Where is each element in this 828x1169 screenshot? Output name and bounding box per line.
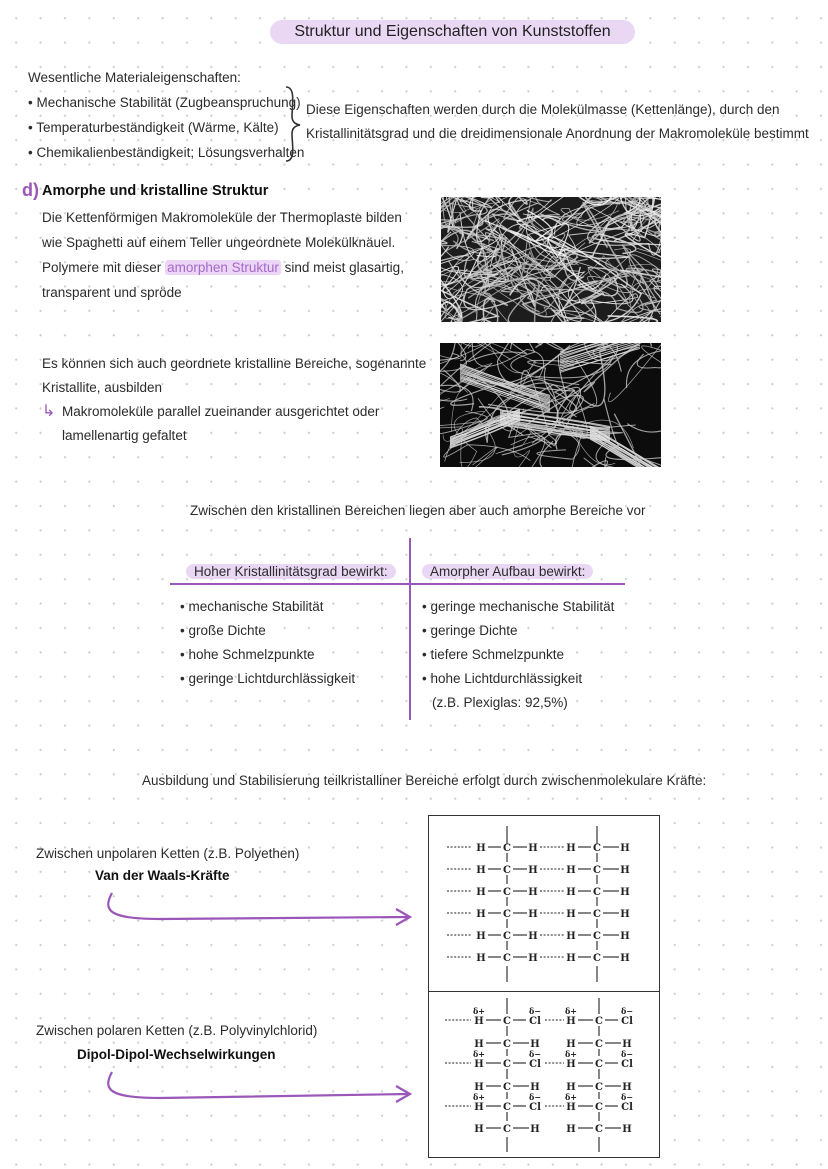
partial-charge-negative: δ−: [528, 1092, 542, 1102]
hydrogen-atom: H: [620, 887, 630, 898]
polar-arrow: [100, 1064, 420, 1114]
table-header-amorphous: [422, 560, 593, 584]
hydrogen-atom: H: [474, 1124, 484, 1135]
section-heading: Amorphe und kristalline Struktur: [42, 183, 269, 199]
hydrogen-atom: H: [474, 1082, 484, 1093]
hydrogen-atom: H: [474, 1102, 484, 1113]
carbon-atom: C: [503, 1039, 511, 1050]
partial-charge-positive: δ+: [472, 1049, 486, 1059]
unpolar-text: Zwischen unpolaren Ketten (z.B. Polyethen): [36, 846, 300, 861]
fibre-strand: [440, 343, 459, 371]
chlorine-atom: Cl: [621, 1059, 633, 1070]
amorph-text-line2: wie Spaghetti auf einem Teller ungeordnete Molekülknäuel.: [42, 235, 396, 250]
carbon-atom: C: [595, 1102, 603, 1113]
carbon-atom: C: [595, 1039, 603, 1050]
carbon-atom: C: [503, 1059, 511, 1070]
partial-charge-negative: δ−: [528, 1006, 542, 1016]
hydrogen-atom: H: [622, 1082, 632, 1093]
pvc-structure: [429, 992, 659, 1157]
table-cell-right-4: • hohe Lichtdurchlässigkeit: [422, 671, 583, 686]
hydrogen-atom: H: [566, 1016, 576, 1027]
hydrogen-atom: H: [528, 887, 538, 898]
table-divider-vertical: [409, 538, 411, 720]
properties-note-line2: Kristallinitätsgrad und die dreidimensionale Anordnung der Makromoleküle bestimmt: [306, 126, 809, 141]
carbon-atom: C: [593, 865, 601, 876]
polar-force-label: Dipol-Dipol-Wechselwirkungen: [77, 1047, 276, 1062]
forces-intro: Ausbildung und Stabilisierung teilkristalliner Bereiche erfolgt durch zwischenmolekulare Kräfte:: [142, 773, 707, 788]
hydrogen-atom: H: [566, 931, 576, 942]
hydrogen-atom: H: [620, 865, 630, 876]
amorph-text-line3: [42, 256, 404, 280]
hydrogen-atom: H: [528, 865, 538, 876]
pvc-diagram: [428, 991, 660, 1158]
hydrogen-atom: H: [476, 953, 486, 964]
property-item-temperature: • Temperaturbeständigkeit (Wärme, Kälte): [28, 120, 279, 135]
hydrogen-atom: H: [566, 1082, 576, 1093]
arrow-icon: ↳: [42, 403, 56, 420]
hydrogen-atom: H: [620, 843, 630, 854]
hydrogen-atom: H: [566, 1059, 576, 1070]
amorph-text-line3-post: sind meist glasartig,: [284, 260, 404, 275]
partial-charge-positive: δ+: [564, 1092, 578, 1102]
table-cell-right-1: • geringe mechanische Stabilität: [422, 599, 615, 614]
carbon-atom: C: [593, 843, 601, 854]
table-cell-right-3: • tiefere Schmelzpunkte: [422, 647, 565, 662]
table-header-crystalline-label: Hoher Kristallinitätsgrad bewirkt:: [186, 564, 396, 579]
property-item-mechanical: • Mechanische Stabilität (Zugbeanspruchung): [28, 95, 301, 110]
amorphous-structure-graphic: [441, 197, 661, 322]
highlight-amorphe-struktur: amorphen Struktur: [167, 260, 279, 275]
hydrogen-atom: H: [620, 909, 630, 920]
table-cell-right-2: • geringe Dichte: [422, 623, 518, 638]
unpolar-arrow: [100, 885, 420, 935]
kristall-text-line4: lamellenartig gefaltet: [62, 428, 187, 443]
polyethene-structure: [429, 816, 659, 991]
table-cell-left-4: • geringe Lichtdurchlässigkeit: [180, 671, 356, 686]
chlorine-atom: Cl: [621, 1016, 633, 1027]
carbon-atom: C: [595, 1124, 603, 1135]
carbon-atom: C: [593, 931, 601, 942]
chlorine-atom: Cl: [529, 1016, 541, 1027]
properties-note-line1: Diese Eigenschaften werden durch die Molekülmasse (Kettenlänge), durch den: [306, 102, 780, 117]
fibre-strand: [627, 388, 661, 448]
partial-charge-positive: δ+: [472, 1092, 486, 1102]
hydrogen-atom: H: [530, 1039, 540, 1050]
carbon-atom: C: [503, 1082, 511, 1093]
table-cell-right-example: (z.B. Plexiglas: 92,5%): [432, 695, 568, 710]
hydrogen-atom: H: [474, 1059, 484, 1070]
carbon-atom: C: [503, 909, 511, 920]
chlorine-atom: Cl: [529, 1059, 541, 1070]
hydrogen-atom: H: [528, 931, 538, 942]
carbon-atom: C: [503, 953, 511, 964]
hydrogen-atom: H: [620, 953, 630, 964]
hydrogen-atom: H: [476, 887, 486, 898]
hydrogen-atom: H: [566, 1102, 576, 1113]
hydrogen-atom: H: [530, 1124, 540, 1135]
hydrogen-atom: H: [566, 843, 576, 854]
hydrogen-atom: H: [566, 1124, 576, 1135]
amorph-text-line1: Die Kettenförmigen Makromoleküle der Thermoplaste bilden: [42, 210, 402, 225]
fibre-strand: [488, 346, 617, 413]
chlorine-atom: Cl: [621, 1102, 633, 1113]
hydrogen-atom: H: [530, 1082, 540, 1093]
hydrogen-atom: H: [566, 887, 576, 898]
hydrogen-atom: H: [474, 1039, 484, 1050]
carbon-atom: C: [593, 887, 601, 898]
hydrogen-atom: H: [476, 909, 486, 920]
partial-charge-negative: δ−: [620, 1092, 634, 1102]
hydrogen-atom: H: [476, 865, 486, 876]
unpolar-force-label: Van der Waals-Kräfte: [95, 868, 230, 883]
carbon-atom: C: [503, 887, 511, 898]
hydrogen-atom: H: [622, 1124, 632, 1135]
section-marker: d): [22, 180, 39, 200]
amorph-text-line4: transparent und spröde: [42, 285, 182, 300]
kristall-text-line1: Es können sich auch geordnete kristalline Bereiche, sogenannte: [42, 356, 427, 371]
table-header-amorphous-label: Amorpher Aufbau bewirkt:: [422, 564, 593, 579]
carbon-atom: C: [595, 1016, 603, 1027]
crystalline-structure-image: [440, 343, 661, 467]
carbon-atom: C: [503, 865, 511, 876]
curly-brace: [282, 84, 304, 164]
chlorine-atom: Cl: [529, 1102, 541, 1113]
carbon-atom: C: [503, 1016, 511, 1027]
page-title: Struktur und Eigenschaften von Kunststoffen: [270, 20, 635, 44]
crystalline-structure-graphic: [440, 343, 661, 467]
kristall-text-line2: Kristallite, ausbilden: [42, 380, 163, 395]
amorph-text-line3-pre: Polymere mit dieser: [42, 260, 162, 275]
carbon-atom: C: [503, 1102, 511, 1113]
partial-charge-negative: δ−: [528, 1049, 542, 1059]
carbon-atom: C: [593, 953, 601, 964]
hydrogen-atom: H: [528, 953, 538, 964]
hydrogen-atom: H: [566, 909, 576, 920]
partial-charge-positive: δ+: [564, 1049, 578, 1059]
partial-charge-positive: δ+: [564, 1006, 578, 1016]
hydrogen-atom: H: [474, 1016, 484, 1027]
hydrogen-atom: H: [566, 865, 576, 876]
table-header-crystalline: [186, 560, 396, 584]
property-item-chemical: • Chemikalienbeständigkeit; Lösungsverhalten: [28, 145, 305, 160]
table-cell-left-3: • hohe Schmelzpunkte: [180, 647, 315, 662]
carbon-atom: C: [503, 931, 511, 942]
amorphous-structure-image: [441, 197, 661, 322]
table-cell-left-2: • große Dichte: [180, 623, 266, 638]
hydrogen-atom: H: [476, 931, 486, 942]
hydrogen-atom: H: [528, 843, 538, 854]
properties-heading: Wesentliche Materialeigenschaften:: [28, 70, 241, 85]
amorph-between-text: Zwischen den kristallinen Bereichen liegen aber auch amorphe Bereiche vor: [190, 503, 646, 518]
partial-charge-positive: δ+: [472, 1006, 486, 1016]
carbon-atom: C: [595, 1082, 603, 1093]
partial-charge-negative: δ−: [620, 1049, 634, 1059]
carbon-atom: C: [595, 1059, 603, 1070]
fibre-strand: [642, 346, 661, 410]
hydrogen-atom: H: [476, 843, 486, 854]
kristall-text-line3: Makromoleküle parallel zueinander ausgerichtet oder: [62, 404, 380, 419]
table-cell-left-1: • mechanische Stabilität: [180, 599, 324, 614]
carbon-atom: C: [503, 1124, 511, 1135]
hydrogen-atom: H: [566, 953, 576, 964]
hydrogen-atom: H: [528, 909, 538, 920]
carbon-atom: C: [503, 843, 511, 854]
polar-text: Zwischen polaren Ketten (z.B. Polyvinylchlorid): [36, 1023, 318, 1038]
carbon-atom: C: [593, 909, 601, 920]
hydrogen-atom: H: [622, 1039, 632, 1050]
partial-charge-negative: δ−: [620, 1006, 634, 1016]
hydrogen-atom: H: [620, 931, 630, 942]
hydrogen-atom: H: [566, 1039, 576, 1050]
polyethene-diagram: [428, 815, 660, 992]
